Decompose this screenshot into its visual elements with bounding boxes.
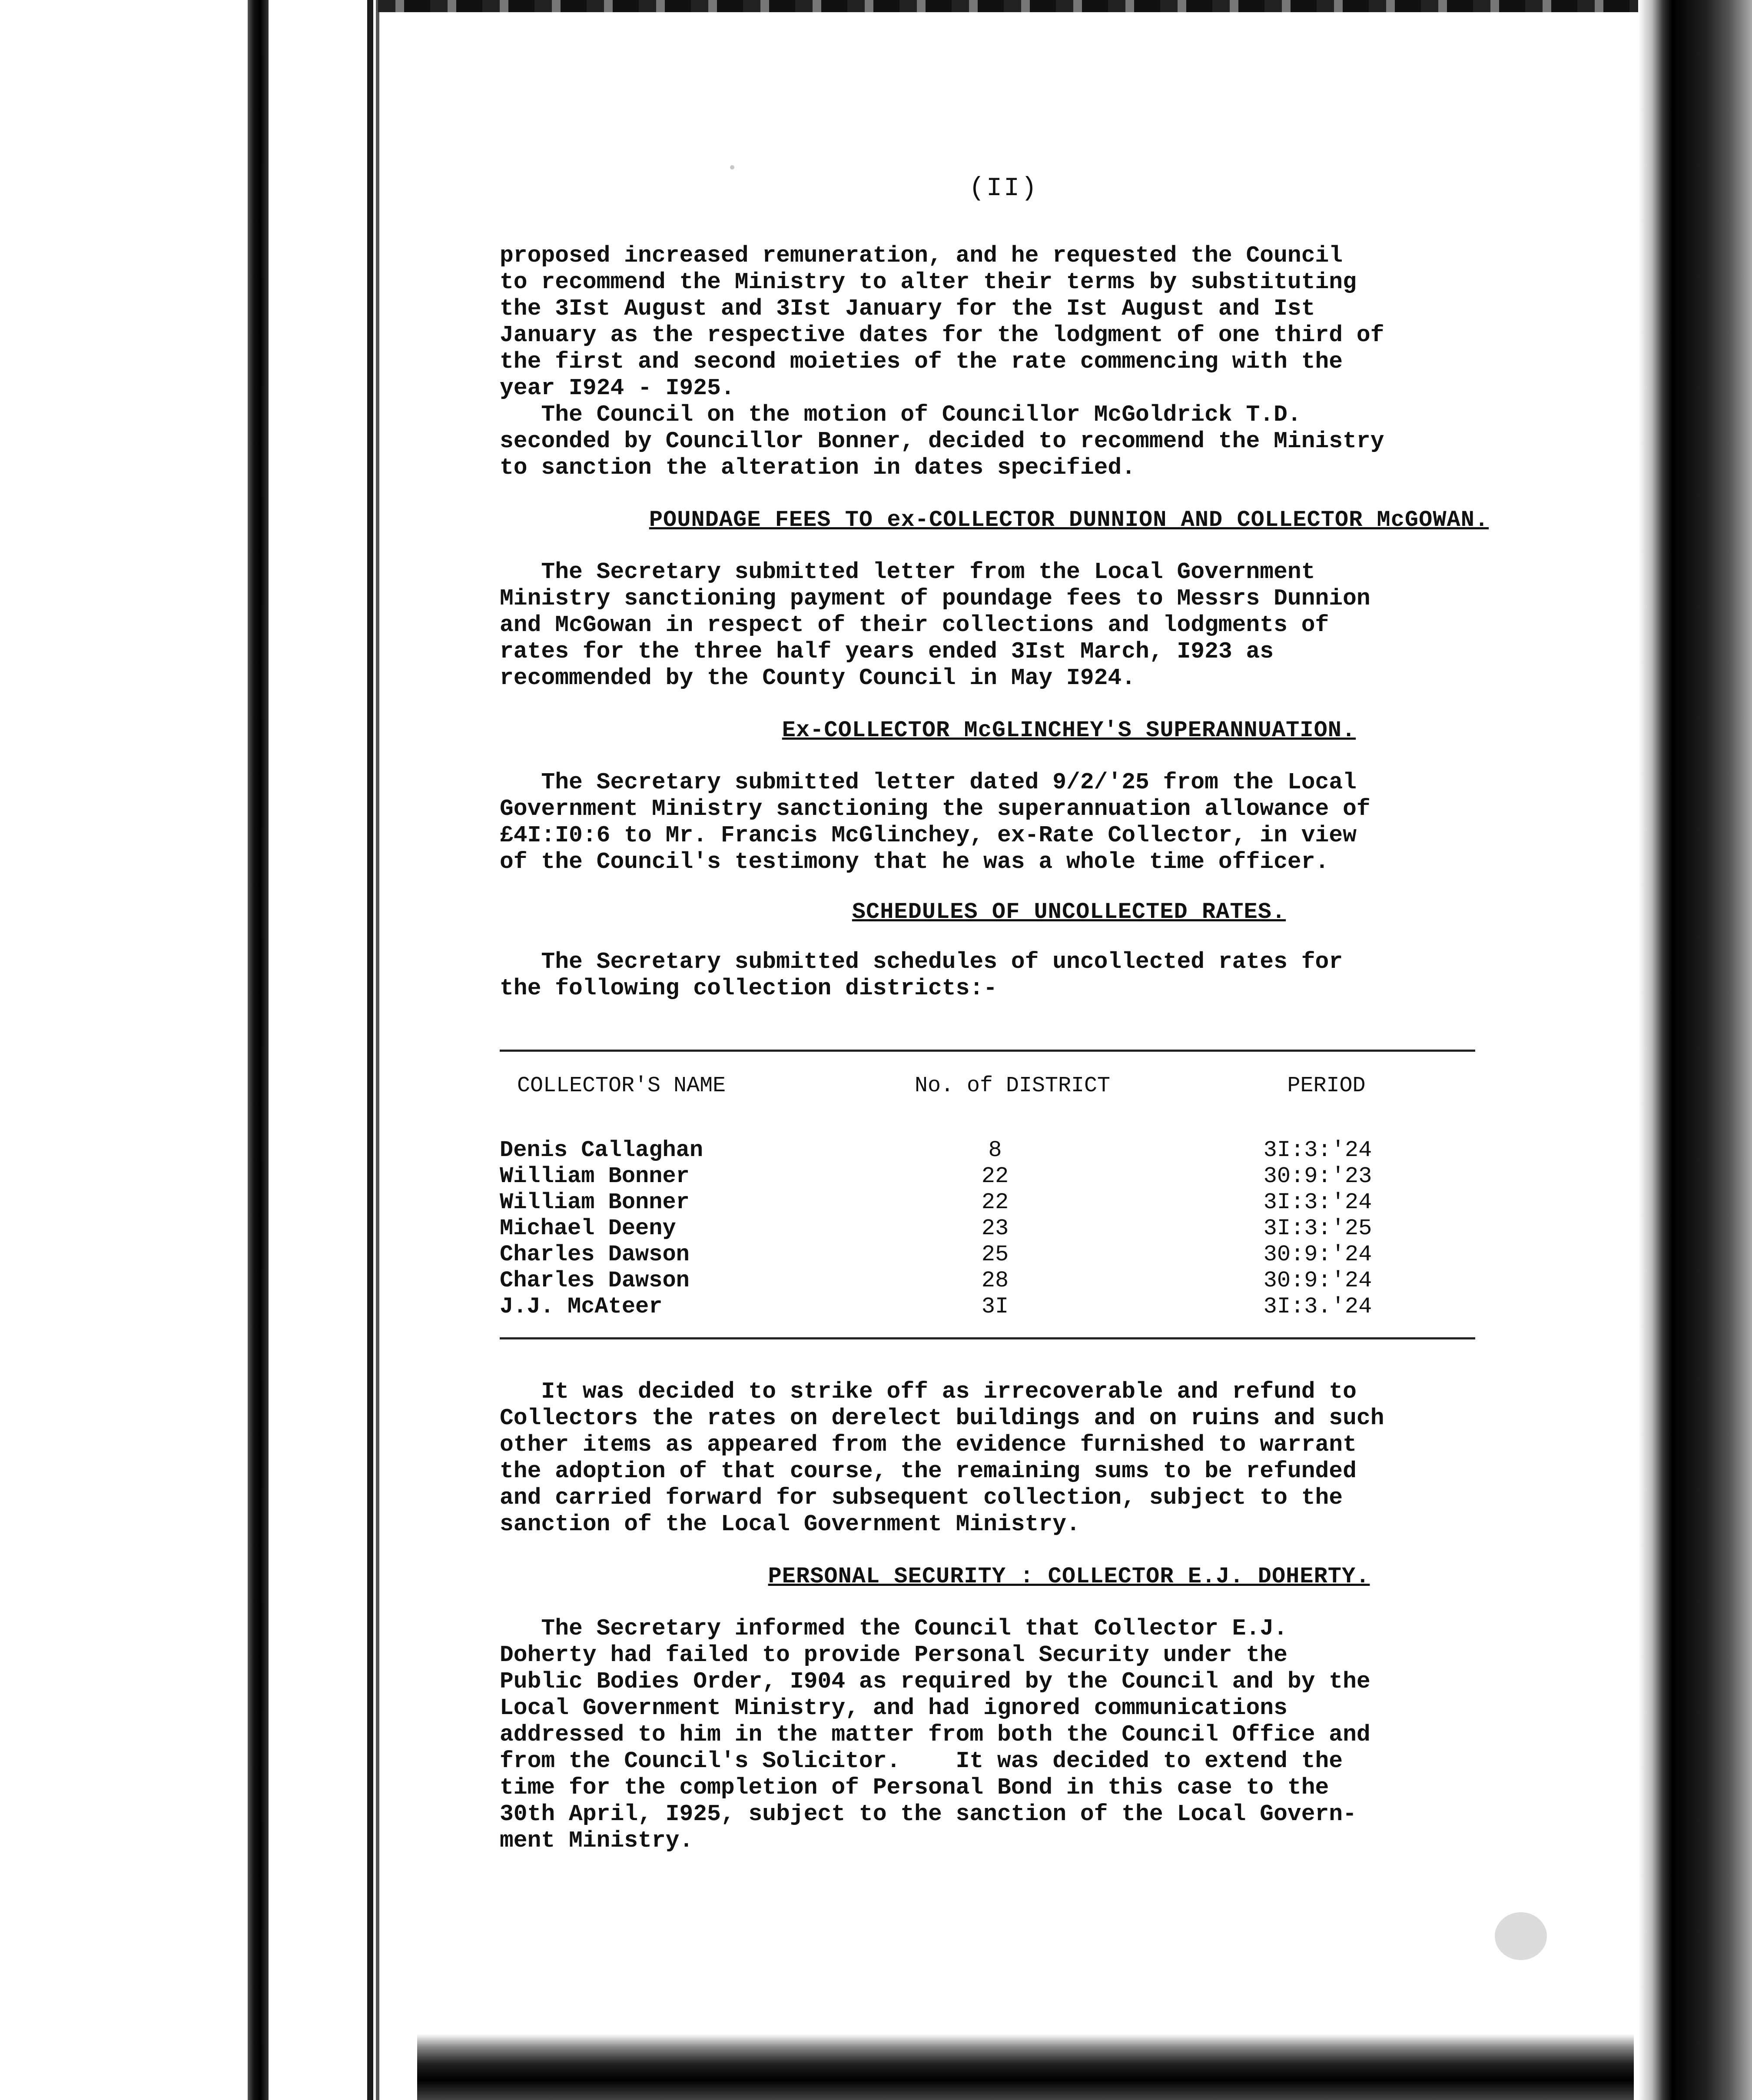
cell-district: 28 — [981, 1268, 1009, 1293]
page-edge-line — [376, 0, 379, 2100]
paragraph-council-motion: The Council on the motion of Councillor McGoldrick T.D. seconded by Councillor Bonner, decided to recommend the Ministry to sanction the alteration in dates specified. — [500, 402, 1384, 481]
cell-name: Charles Dawson — [500, 1268, 690, 1293]
paragraph-personal-security: The Secretary informed the Council that Collector E.J. Doherty had failed to provide Personal Security under the Public Bodies Order, I904 as required by the Council and by the Local Government Ministry, and had ignored communications addressed to him in the matter from both the Council Office and from the Council's Solicitor. It was decided to extend the time for the completion of Personal Bond in this case to the 30th April, I925, subject to the sanction of the Local Govern- ment Ministry. — [500, 1615, 1370, 1854]
cell-name: William Bonner — [500, 1190, 690, 1215]
cell-name: Denis Callaghan — [500, 1137, 703, 1163]
heading-superannuation: Ex-COLLECTOR McGLINCHEY'S SUPERANNUATION. — [782, 718, 1356, 743]
cell-period: 3I:3:'24 — [1263, 1137, 1372, 1163]
header-district: No. of DISTRICT — [914, 1073, 1111, 1098]
heading-poundage-fees: POUNDAGE FEES TO ex-COLLECTOR DUNNION AND COLLECTOR McGOWAN. — [649, 507, 1489, 533]
cell-name: William Bonner — [500, 1163, 690, 1189]
cell-name: J.J. McAteer — [500, 1294, 663, 1319]
header-collector-name: COLLECTOR'S NAME — [517, 1073, 726, 1098]
cell-period: 3I:3:'24 — [1263, 1190, 1372, 1215]
page-number: (II) — [969, 174, 1039, 203]
paragraph-remuneration: proposed increased remuneration, and he requested the Council to recommend the Ministry to alter their terms by substituting the 3Ist August and 3Ist January for the Ist August and Ist January as the respective dates for the lodgment of one third of the first and second moieties of the rate commencing with the year I924 - I925. — [500, 243, 1384, 401]
cell-period: 30:9:'24 — [1263, 1268, 1372, 1293]
cell-name: Michael Deeny — [500, 1216, 676, 1241]
heading-uncollected-rates: SCHEDULES OF UNCOLLECTED RATES. — [852, 899, 1286, 925]
cell-period: 3I:3.'24 — [1263, 1294, 1372, 1319]
binding-shadow — [248, 0, 269, 2100]
table-row — [500, 1163, 1475, 1190]
table-row — [500, 1216, 1475, 1242]
table-row — [500, 1242, 1475, 1268]
cell-period: 3I:3:'25 — [1263, 1216, 1372, 1241]
cell-district: 22 — [981, 1163, 1009, 1189]
cell-district: 8 — [988, 1137, 1002, 1163]
cell-district: 25 — [981, 1242, 1009, 1267]
right-scan-edge — [1638, 0, 1752, 2100]
page-edge-shadow — [367, 0, 373, 2100]
cell-name: Charles Dawson — [500, 1242, 690, 1267]
bottom-scan-edge — [417, 2034, 1634, 2100]
cell-district: 23 — [981, 1216, 1009, 1241]
scan-speck — [1495, 1912, 1547, 1960]
table-row — [500, 1268, 1475, 1294]
paragraph-poundage-fees: The Secretary submitted letter from the Local Government Ministry sanctioning payment of poundage fees to Messrs Dunnion and McGowan in respect of their collections and lodgments of rates for the three half years ended 3Ist March, I923 as recommended by the County Council in May I924. — [500, 559, 1370, 691]
table-body — [500, 1137, 1475, 1337]
cell-period: 30:9:'24 — [1263, 1242, 1372, 1267]
scan-speck — [730, 165, 734, 169]
cell-district: 22 — [981, 1190, 1009, 1215]
cell-district: 3I — [981, 1294, 1009, 1319]
paragraph-strike-off: It was decided to strike off as irrecoverable and refund to Collectors the rates on derelect buildings and on ruins and such other items as appeared from the evidence furnished to warrant the adoption of that course, the remaining sums to be refunded and carried forward for subsequent collection, subject to the sanction of the Local Government Ministry. — [500, 1379, 1384, 1537]
paragraph-superannuation: The Secretary submitted letter dated 9/2/'25 from the Local Government Ministry sanctioning the superannuation allowance of £4I:I0:6 to Mr. Francis McGlinchey, ex-Rate Collector, in view of the Council's testimony that he was a whole time officer. — [500, 769, 1370, 875]
table-header — [500, 1052, 1475, 1137]
top-scan-edge — [378, 0, 1664, 12]
table-bottom-rule — [500, 1337, 1475, 1339]
paragraph-uncollected-rates: The Secretary submitted schedules of uncollected rates for the following collection districts:- — [500, 949, 1343, 1001]
cell-period: 30:9:'23 — [1263, 1163, 1372, 1189]
scan-margin — [0, 0, 248, 2100]
heading-personal-security: PERSONAL SECURITY : COLLECTOR E.J. DOHERTY. — [768, 1564, 1370, 1589]
table-row — [500, 1294, 1475, 1320]
document-page — [500, 174, 1638, 1854]
table-row — [500, 1190, 1475, 1216]
table-row — [500, 1137, 1475, 1163]
header-period: PERIOD — [1287, 1073, 1366, 1098]
uncollected-rates-table — [500, 1050, 1475, 1339]
